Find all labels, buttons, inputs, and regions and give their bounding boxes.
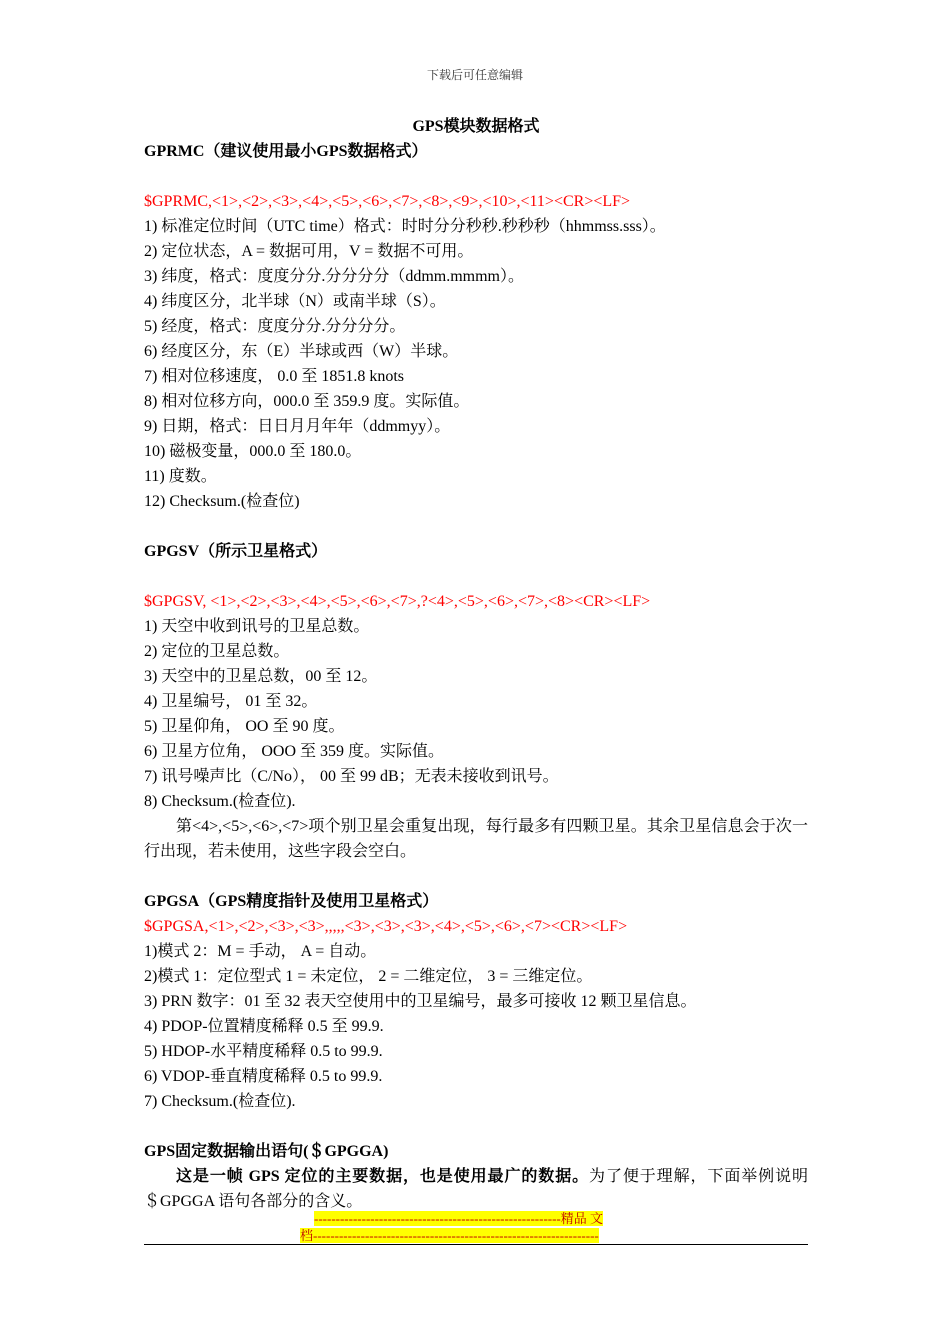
gpgsv-heading: GPGSV（所示卫星格式） bbox=[144, 543, 328, 560]
gprmc-item: 6) 经度区分，东（E）半球或西（W）半球。 bbox=[144, 343, 459, 360]
gprmc-item: 3) 纬度，格式：度度分分.分分分分（ddmm.mmmm）。 bbox=[144, 268, 525, 285]
gpgsv-note: 第<4>,<5>,<6>,<7>项个别卫星会重复出现，每行最多有四颗卫星。其余卫星信息会于次一行出现，若未使用，这些字段会空白。 bbox=[144, 818, 808, 860]
gpgsa-item: 7) Checksum.(检查位). bbox=[144, 1093, 296, 1110]
gprmc-item: 8) 相对位移方向，000.0 至 359.9 度。实际值。 bbox=[144, 393, 470, 410]
gprmc-item: 12) Checksum.(检查位) bbox=[144, 493, 300, 510]
gpgsa-item: 4) PDOP-位置精度稀释 0.5 至 99.9. bbox=[144, 1018, 384, 1035]
spacer bbox=[144, 564, 808, 589]
gpgsv-format: $GPGSV, <1>,<2>,<3>,<4>,<5>,<6>,<7>,?<4>,<5>,<6>,<7>,<8><CR><LF> bbox=[144, 593, 651, 610]
gprmc-item: 9) 日期，格式：日日月月年年（ddmmyy）。 bbox=[144, 418, 451, 435]
gpgsa-item: 2)模式 1：定位型式 1 = 未定位， 2 = 二维定位， 3 = 三维定位。 bbox=[144, 968, 593, 985]
gprmc-item: 4) 纬度区分，北半球（N）或南半球（S）。 bbox=[144, 293, 446, 310]
document-body bbox=[144, 114, 808, 1214]
gpgsa-format: $GPGSA,<1>,<2>,<3>,<3>,,,,,<3>,<3>,<3>,<4>,<5>,<6>,<7><CR><LF> bbox=[144, 918, 628, 935]
gpgsa-item: 6) VDOP-垂直精度稀释 0.5 to 99.9. bbox=[144, 1068, 383, 1085]
footer-highlight-note bbox=[300, 1210, 652, 1244]
gpgga-heading: GPS固定数据输出语句(＄GPGGA) bbox=[144, 1143, 389, 1160]
gpgsv-item: 7) 讯号噪声比（C/No）， 00 至 99 dB；无表未接收到讯号。 bbox=[144, 768, 559, 785]
spacer bbox=[144, 514, 808, 539]
gprmc-item: 1) 标准定位时间（UTC time）格式：时时分分秒秒.秒秒秒（hhmmss.sss）。 bbox=[144, 218, 666, 235]
gpgsa-item: 1)模式 2：M = 手动， A = 自动。 bbox=[144, 943, 377, 960]
spacer bbox=[144, 1114, 808, 1139]
gpgga-paragraph bbox=[144, 1164, 808, 1214]
gprmc-item: 2) 定位状态，A = 数据可用，V = 数据不可用。 bbox=[144, 243, 474, 260]
gprmc-item: 5) 经度，格式：度度分分.分分分分。 bbox=[144, 318, 406, 335]
gprmc-format: $GPRMC,<1>,<2>,<3>,<4>,<5>,<6>,<7>,<8>,<9>,<10>,<11><CR><LF> bbox=[144, 193, 631, 210]
gpgsv-item: 3) 天空中的卫星总数，00 至 12。 bbox=[144, 668, 378, 685]
footer-note-line2: 档------------------------------------------------------------------ bbox=[300, 1228, 599, 1243]
gpgsa-heading: GPGSA（GPS精度指针及使用卫星格式） bbox=[144, 893, 439, 910]
gprmc-item: 10) 磁极变量，000.0 至 180.0。 bbox=[144, 443, 362, 460]
header-note: 下载后可任意编辑 bbox=[426, 68, 523, 82]
gprmc-item: 7) 相对位移速度， 0.0 至 1851.8 knots bbox=[144, 368, 405, 385]
gpgsa-item: 3) PRN 数字：01 至 32 表天空使用中的卫星编号，最多可接收 12 颗卫星信息。 bbox=[144, 993, 697, 1010]
gpgga-paragraph-rest: 为了便于理解，下面举例说明＄GPGGA 语句各部分的含义。 bbox=[144, 1168, 808, 1210]
gpgsv-item: 5) 卫星仰角， OO 至 90 度。 bbox=[144, 718, 345, 735]
gpgsv-item: 4) 卫星编号， 01 至 32。 bbox=[144, 693, 318, 710]
gpgsv-item: 8) Checksum.(检查位). bbox=[144, 793, 296, 810]
gpgga-paragraph-bold: 这是一帧 GPS 定位的主要数据，也是使用最广的数据。 bbox=[176, 1168, 590, 1185]
spacer bbox=[144, 864, 808, 889]
gprmc-heading: GPRMC（建议使用最小GPS数据格式） bbox=[144, 143, 428, 160]
footer-note-line1: ---------------------------------------------------------精品 文 bbox=[314, 1211, 604, 1226]
gpgsv-item: 2) 定位的卫星总数。 bbox=[144, 643, 290, 660]
spacer bbox=[144, 164, 808, 189]
gprmc-item: 11) 度数。 bbox=[144, 468, 217, 485]
gpgsv-item: 6) 卫星方位角， OOO 至 359 度。实际值。 bbox=[144, 743, 444, 760]
gpgsv-item: 1) 天空中收到讯号的卫星总数。 bbox=[144, 618, 370, 635]
gpgsa-item: 5) HDOP-水平精度稀释 0.5 to 99.9. bbox=[144, 1043, 383, 1060]
document-title: GPS模块数据格式 bbox=[412, 118, 540, 135]
footer-rule bbox=[144, 1244, 808, 1245]
